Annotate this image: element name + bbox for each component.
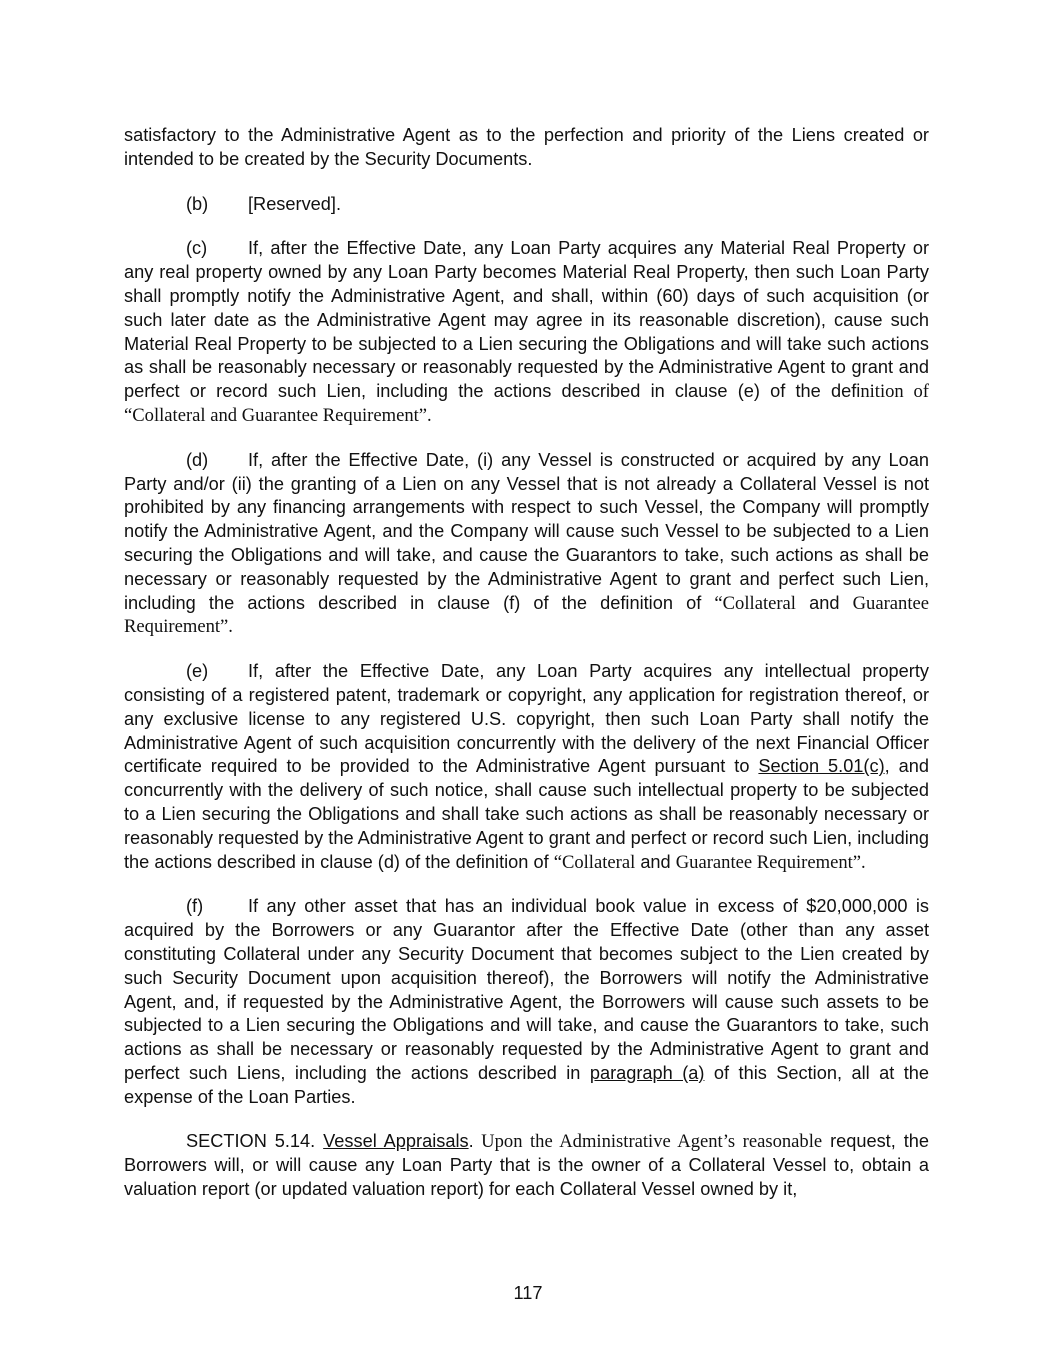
clause-f-text-after: of this Section, all at the expense of the Loan Parties. xyxy=(124,1062,929,1107)
section-5-14-period: . xyxy=(468,1131,474,1152)
clause-b-paragraph xyxy=(124,193,929,217)
clause-e-paragraph xyxy=(124,660,929,874)
clause-d-text-serif: “Collateral xyxy=(714,592,796,614)
clause-e-text-before: If, after the Effective Date, any Loan Party acquires any intellectual property consisting of a registered patent, trademark or copyright, any application for registration thereof, or any exclusive license to any registered U.S. copyright, then such Loan Party shall notify the Administrative Agent of such acquisition concurrently with the delivery of the next Financial Officer certificate required to be provided to the Administrative Agent pursuant to xyxy=(124,661,929,777)
clause-f-label: (f) xyxy=(186,896,204,917)
clause-c-text: If, after the Effective Date, any Loan Party acquires any Material Real Property or any real property owned by any Loan Party becomes Material Real Property, then such Loan Party shall promptly notify the Administrative Agent, and shall, within (60) days of such acquisition (or such later date as the Administrative Agent may agree in its reasonable discretion), cause such Material Real Property to be subjected to a Lien securing the Obligations and will take such actions as shall be reasonably necessary or reasonably requested by the Administrative Agent to grant and perfect or record such Lien, including the actions described in clause (e) of the defi xyxy=(124,238,929,402)
section-5-14-text: request, the Borrowers will, or will cause any Loan Party that is the owner of a Collateral Vessel to, obtain a valuation report (or updated valuation report) for each Collateral Vessel owned by it, xyxy=(124,1131,929,1200)
clause-d-label: (d) xyxy=(186,449,209,470)
clause-c-text-serif: nition of “Collateral and Guarantee Requirement”. xyxy=(124,381,930,426)
clause-d-text-after: and xyxy=(795,592,853,613)
clause-e-label: (e) xyxy=(186,661,209,682)
page-number: 117 xyxy=(513,1283,543,1303)
section-5-14-title: Vessel Appraisals xyxy=(323,1131,469,1152)
clause-d-text: If, after the Effective Date, (i) any Vessel is constructed or acquired by any Loan Party and/or (ii) the granting of a Lien on any Vessel that is not already a Collateral Vessel is not prohibited by any financing arrangements with respect to such Vessel, the Company will promptly notify the Administrative Agent, and the Company will cause such Vessel to be subjected to a Lien securing the Obligations and will take, and cause the Guarantors to take, such actions as shall be necessary or reasonably requested by the Administrative Agent to grant and perfect such Lien, including the actions described in clause (f) of the definition of xyxy=(124,449,929,613)
clause-f-text-before: If any other asset that has an individual book value in excess of $20,000,000 is acquired by the Borrowers or any Guarantor after the Effective Date (other than any asset constituting Collateral under any Security Document that becomes subject to the Lien created by such Security Document upon acquisition thereof), the Borrowers will notify the Administrative Agent, and, if requested by the Administrative Agent, the Borrowers will cause such assets to be subjected to a Lien securing the Obligations and will take, and cause the Guarantors to take, such actions as shall be necessary or reasonably requested by the Administrative Agent to grant and perfect such Liens, including the actions described in xyxy=(124,896,929,1083)
document-body xyxy=(124,124,929,1223)
intro-paragraph xyxy=(124,124,929,172)
clause-b-text: [Reserved]. xyxy=(248,193,341,214)
clause-e-text-serif: “Collateral xyxy=(553,851,636,873)
section-5-01c-link[interactable]: Section 5.01(c) xyxy=(758,756,885,777)
intro-text: satisfactory to the Administrative Agent as to the perfection and priority of the Liens created or intended to be created by the Security Documents. xyxy=(124,125,929,169)
clause-d-text-serif-end: Guarantee Requirement”. xyxy=(124,592,929,638)
clause-b-label: (b) xyxy=(186,193,209,214)
clause-c-label: (c) xyxy=(186,238,208,259)
section-5-14-heading: SECTION 5.14. xyxy=(186,1131,316,1152)
section-5-14-text-serif: Upon the Administrative Agent’s reasonable xyxy=(473,1131,823,1153)
clause-f-paragraph xyxy=(124,895,929,1109)
clause-d-paragraph xyxy=(124,449,929,639)
clause-e-text-after: , and concurrently with the delivery of such notice, shall cause such intellectual property to be subjected to a Lien securing the Obligations and shall take such actions as shall be reasonably necessary or reasonably requested by the Administrative Agent to grant and perfect or record such Lien, including the actions described in clause (d) of the definition of xyxy=(124,756,929,872)
section-5-14-paragraph xyxy=(124,1130,929,1201)
paragraph-a-link[interactable]: paragraph (a) xyxy=(589,1062,705,1083)
clause-e-text-serif-end: Guarantee Requirement”. xyxy=(675,851,866,873)
clause-e-text-and: and xyxy=(635,851,676,872)
clause-c-paragraph xyxy=(124,237,929,427)
